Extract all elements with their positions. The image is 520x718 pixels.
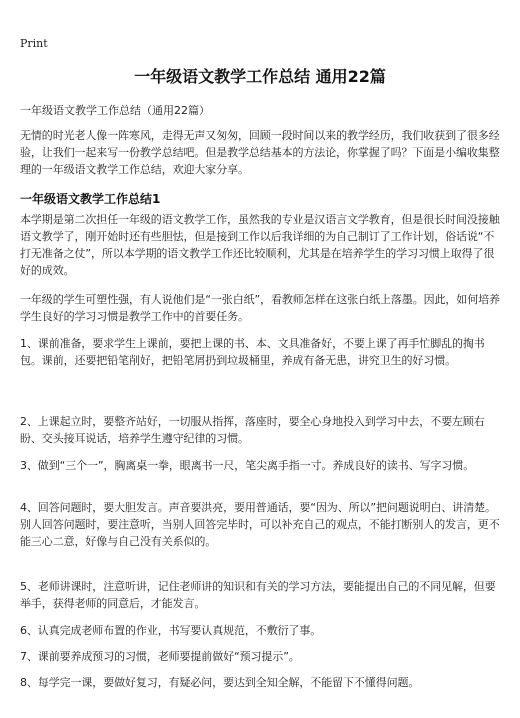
document-title: 一年级语文教学工作总结 通用22篇 [134, 67, 386, 86]
body-paragraph: 5、老师讲课时，注意听讲，记住老师讲的知识和有关的学习方法，要能提出自己的不同见解，但要举手，获得老师的同意后，才能发言。 [20, 580, 496, 610]
body-paragraph: 3、做到“三个一”，胸离桌一拳，眼离书一尺，笔尖离手指一寸。养成良好的读书、写字习惯。 [20, 459, 475, 472]
body-paragraph: 4、回答问题时，要大胆发言。声音要洪亮，要用普通话，要“因为、所以”把问题说明白、讲清楚。别人回答问题时，要注意听，当别人回答完毕时，可以补充自己的观点，不能打断别人的发言，更不能三心二意，好像与自己没有关系似的。 [20, 501, 500, 548]
print-label: Print [20, 37, 48, 50]
body-paragraph: 8、每学完一课，要做好复习，有疑必问，要达到全知全解，不能留下不懂得问题。 [20, 676, 420, 689]
body-paragraph: 6、认真完成老师布置的作业，书写要认真规范，不敷衍了事。 [20, 624, 322, 637]
body-paragraph: 1、课前准备，要求学生上课前，要把上课的书、本、文具准备好，不要上课了再手忙脚乱的掏书包。课前，还要把铅笔削好，把铅笔屑扔到垃圾桶里，养成有备无患，讲究卫生的好习惯。 [20, 337, 485, 367]
body-paragraph: 2、上课起立时，要整齐站好，一切服从指挥，落座时，要全心身地投入到学习中去，不要左顾右盼、交头接耳说话，培养学生遵守纪律的习惯。 [20, 415, 485, 445]
section-heading: 一年级语文教学工作总结1 [20, 192, 161, 206]
document-subtitle: 一年级语文教学工作总结（通用22篇） [20, 104, 210, 117]
intro-paragraph: 无情的时光老人像一阵寒风，走得无声又匆匆，回顾一段时间以来的教学经历，我们收获到了很多经验，让我们一起来写一份教学总结吧。但是教学总结基本的方法论，你掌握了吗？下面是小编收集整理的一年级语文教学工作总结，欢迎大家分享。 [20, 129, 500, 176]
body-paragraph: 7、课前要养成预习的习惯，老师要提前做好“预习提示”。 [20, 650, 300, 663]
body-paragraph: 本学期是第二次担任一年级的语文教学工作，虽然我的专业是汉语言文学教育，但是很长时间没接触语文教学了，刚开始时还有些胆怯，但是接到工作以后我详细的为自己制订了工作计划，俗话说“不打无准备之仗”，所以本学期的语文教学工作还比较顺利，尤其是在培养学生的学习习惯上取得了很好的成效。 [20, 213, 500, 277]
body-paragraph: 一年级的学生可塑性强，有人说他们是“一张白纸”，看教师怎样在这张白纸上落墨。因此，如何培养学生良好的学习习惯是教学工作中的首要任务。 [20, 293, 500, 323]
